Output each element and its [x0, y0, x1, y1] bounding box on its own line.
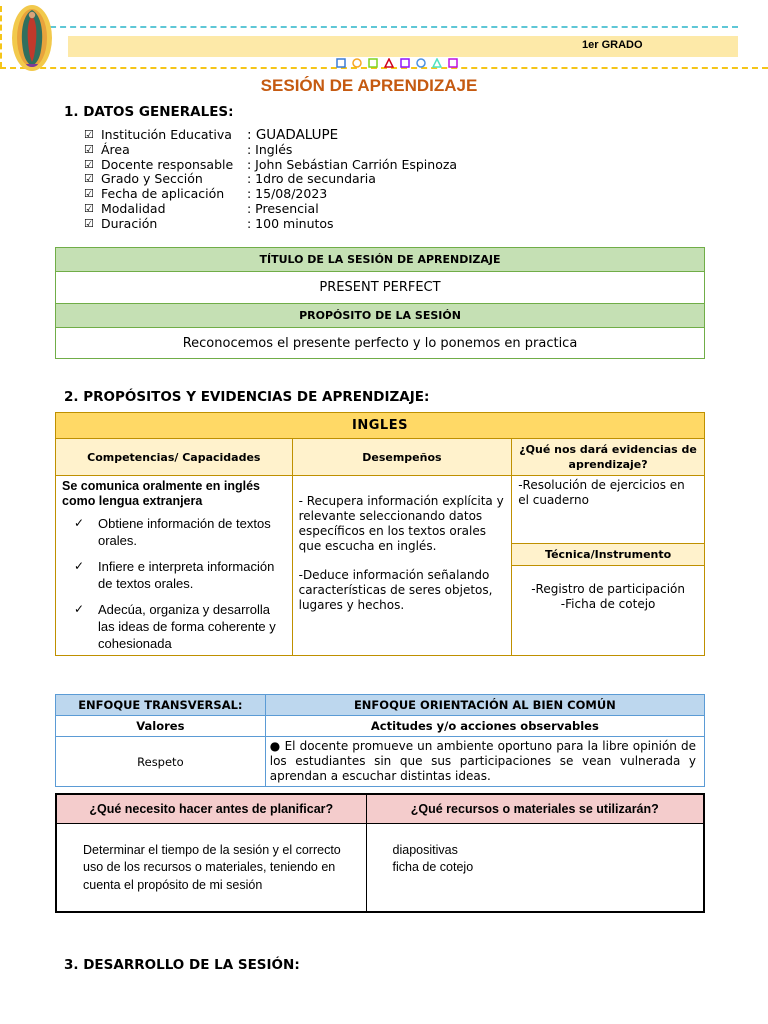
- grade-label: 1er GRADO: [582, 39, 643, 51]
- checkbox-checked-icon: ☑: [84, 201, 94, 215]
- checkbox-checked-icon: ☑: [84, 157, 94, 171]
- competence-title: Se comunica oralmente en inglés como lengua extranjera: [62, 479, 260, 508]
- capacities-list: [62, 515, 286, 652]
- checkbox-checked-icon: ☑: [84, 187, 94, 201]
- material-item: diapositivas: [392, 842, 458, 857]
- circle-shape-icon: [352, 58, 362, 68]
- evidence-column-header: ¿Qué nos dará evidencias de aprendizaje?: [512, 439, 705, 476]
- square-shape-icon: [448, 58, 458, 68]
- session-purpose-value: Reconocemos el presente perfecto y lo ponemos en practica: [56, 328, 705, 359]
- session-title-value: PRESENT PERFECT: [56, 272, 705, 304]
- learning-purposes-table: [55, 412, 705, 656]
- techniques-cell: [512, 566, 705, 656]
- general-data-item: ☑ Área : Inglés: [84, 141, 293, 157]
- checkmark-icon: ✓: [74, 559, 85, 573]
- virgin-of-guadalupe-image: [10, 2, 54, 72]
- performances-column-header: Desempeños: [292, 439, 512, 476]
- section-3-heading: 3. DESARROLLO DE LA SESIÓN:: [64, 957, 300, 973]
- actions-column-header: Actitudes y/o acciones observables: [265, 716, 704, 737]
- header-dashed-line-left: [0, 6, 2, 68]
- checkbox-checked-icon: ☑: [84, 128, 94, 141]
- checkmark-icon: ✓: [74, 602, 85, 616]
- general-data-item: ☑ Grado y Sección : 1dro de secundaria: [84, 171, 376, 187]
- materials-answer-cell: [366, 823, 704, 912]
- technique-item: -Ficha de cotejo: [560, 597, 656, 611]
- checkbox-checked-icon: ☑: [84, 216, 94, 230]
- performance-item: -Deduce información señalando características de seres objetos, lugares y hechos.: [298, 568, 493, 612]
- session-title-table: [55, 247, 705, 359]
- evidence-cell: -Resolución de ejercicios en el cuaderno: [512, 476, 705, 544]
- competencies-cell: [56, 476, 293, 656]
- section-2-heading: 2. PROPÓSITOS Y EVIDENCIAS DE APRENDIZAJE:: [64, 389, 430, 405]
- session-purpose-header: PROPÓSITO DE LA SESIÓN: [56, 304, 705, 328]
- material-item: ficha de cotejo: [392, 860, 474, 874]
- checkmark-icon: ✓: [74, 516, 85, 530]
- checkbox-checked-icon: ☑: [84, 172, 94, 186]
- triangle-shape-icon: [384, 58, 394, 68]
- performance-item: - Recupera información explícita y relevante seleccionando datos específicos en los textos orales que escucha en inglés.: [298, 494, 504, 553]
- section-1-heading: 1. DATOS GENERALES:: [64, 104, 234, 120]
- approach-label: ENFOQUE TRANSVERSAL:: [56, 695, 266, 716]
- general-data-item: ☑ Modalidad : Presencial: [84, 200, 319, 216]
- subject-header: INGLES: [56, 413, 705, 439]
- list-item: ✓ Adecúa, organiza y desarrolla las ideas de forma coherente y cohesionada: [62, 601, 286, 652]
- planning-answer-cell: Determinar el tiempo de la sesión y el correcto uso de los recursos o materiales, teniendo en cuenta el propósito de mi sesión: [56, 823, 366, 912]
- header-dashed-line-top: [30, 26, 738, 28]
- technique-item: -Registro de participación: [531, 582, 685, 596]
- approach-name: ENFOQUE ORIENTACIÓN AL BIEN COMÚN: [265, 695, 704, 716]
- value-cell: Respeto: [56, 737, 266, 787]
- planning-question-header: ¿Qué necesito hacer antes de planificar?: [56, 794, 366, 823]
- square-shape-icon: [400, 58, 410, 68]
- competencies-column-header: Competencias/ Capacidades: [56, 439, 293, 476]
- general-data-item: ☑ Institución Educativa : GUADALUPE: [84, 127, 339, 143]
- general-data-item: ☑ Fecha de aplicación : 15/08/2023: [84, 186, 328, 202]
- square-shape-icon: [336, 58, 346, 68]
- general-data-list: [84, 128, 457, 232]
- decorative-shapes-row: [336, 58, 458, 68]
- document-title: SESIÓN DE APRENDIZAJE: [260, 76, 478, 95]
- technique-header: Técnica/Instrumento: [512, 544, 705, 566]
- circle-shape-icon: [416, 58, 426, 68]
- triangle-shape-icon: [432, 58, 442, 68]
- values-column-header: Valores: [56, 716, 266, 737]
- general-data-item: ☑ Docente responsable : John Sebástian Carrión Espinoza: [84, 156, 458, 172]
- square-shape-icon: [368, 58, 378, 68]
- performances-cell: [292, 476, 512, 656]
- planning-table: [55, 793, 705, 913]
- action-cell: ● El docente promueve un ambiente oportuno para la libre opinión de los estudiantes sin que sus participaciones se vean vulnerada y aprendan a escuchar distintas ideas.: [265, 737, 704, 787]
- general-data-item: ☑ Duración : 100 minutos: [84, 215, 334, 231]
- transversal-approach-table: [55, 694, 705, 787]
- session-title-header: TÍTULO DE LA SESIÓN DE APRENDIZAJE: [56, 248, 705, 272]
- materials-question-header: ¿Qué recursos o materiales se utilizarán?: [366, 794, 704, 823]
- checkbox-checked-icon: ☑: [84, 142, 94, 156]
- list-item: ✓ Obtiene información de textos orales.: [62, 515, 286, 549]
- list-item: ✓ Infiere e interpreta información de textos orales.: [62, 558, 286, 592]
